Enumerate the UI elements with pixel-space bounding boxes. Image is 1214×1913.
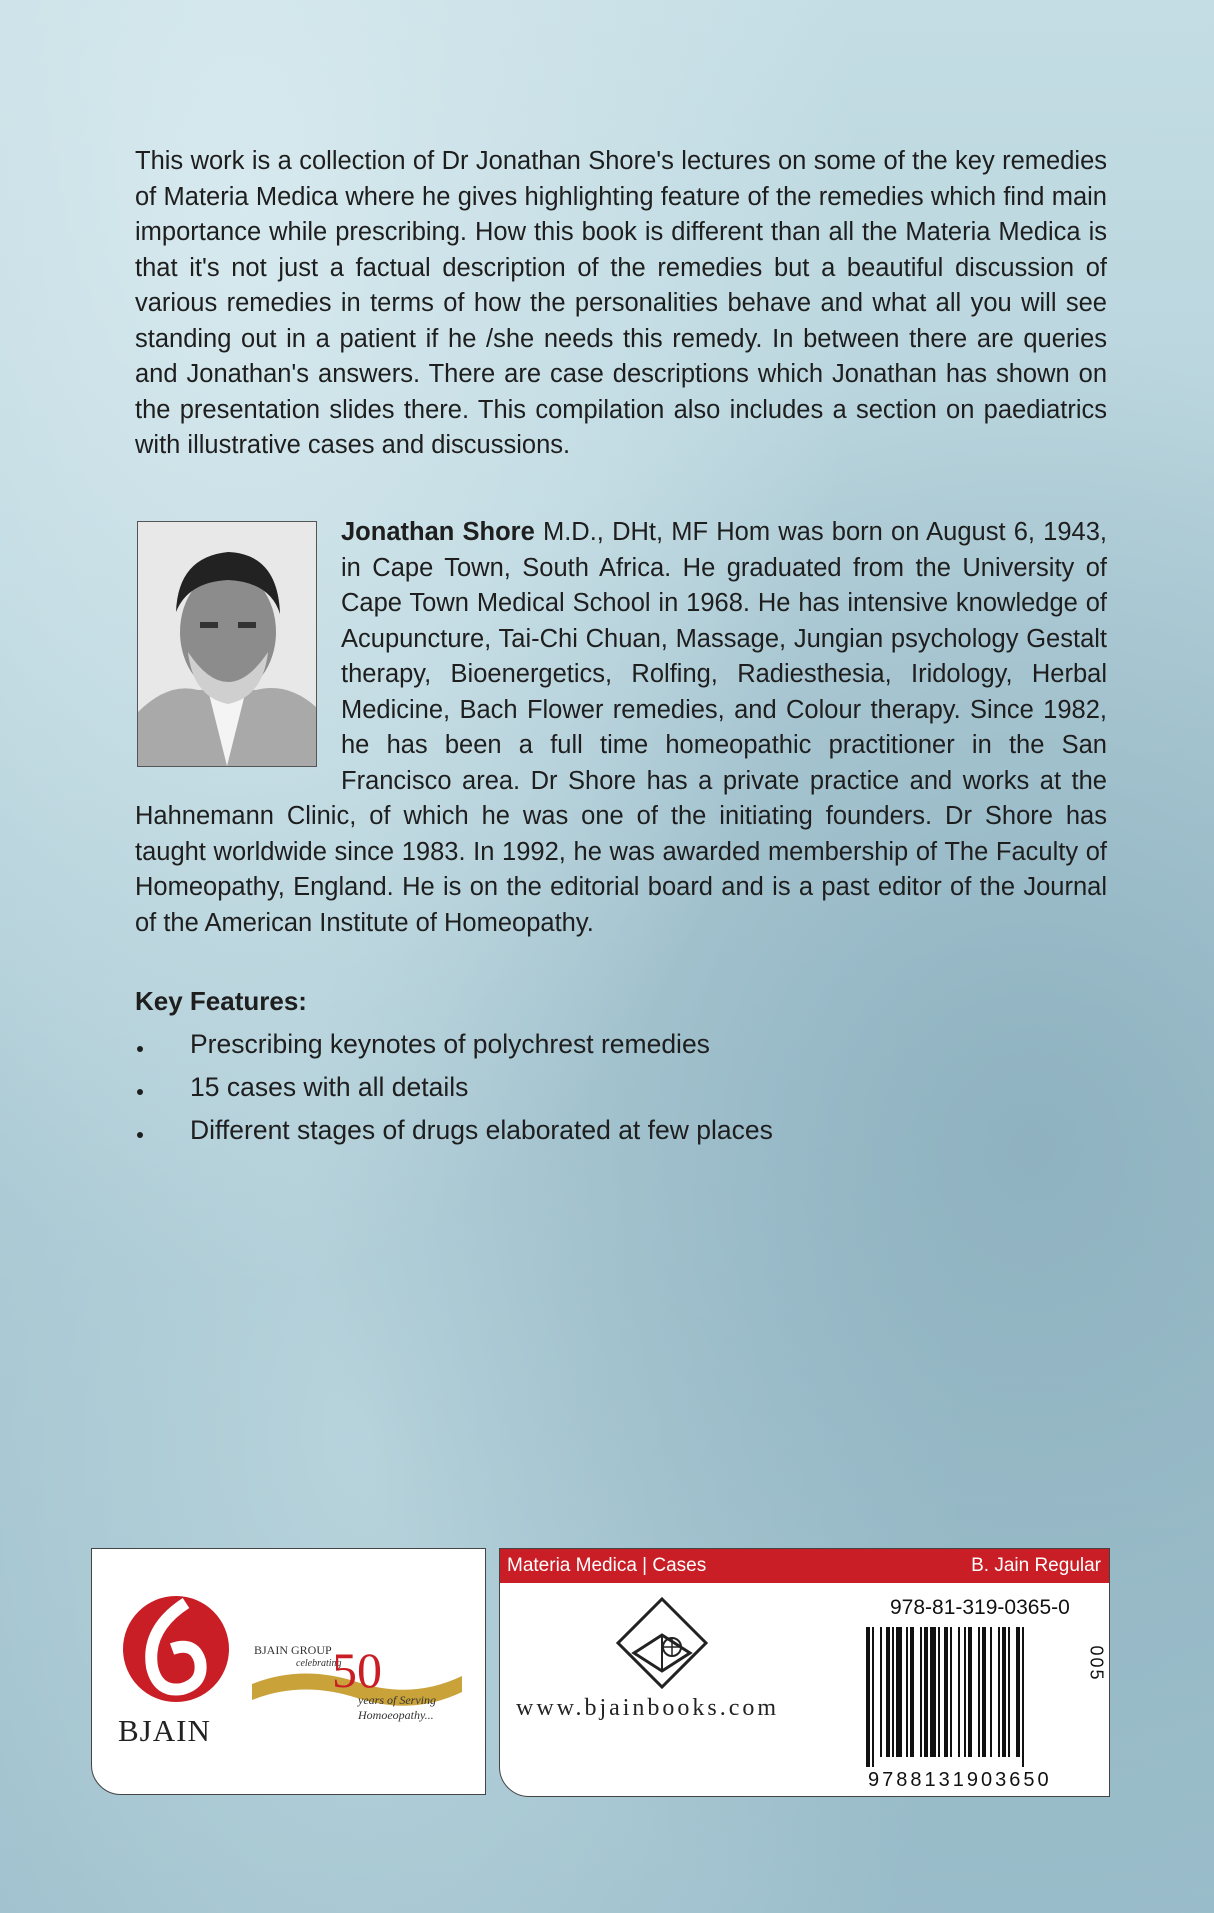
publisher-logo-panel <box>91 1548 486 1795</box>
list-item: Different stages of drugs elaborated at few places <box>135 1110 773 1153</box>
barcode-panel <box>499 1548 1110 1797</box>
book-globe-icon <box>614 1595 710 1691</box>
group-text: BJAIN GROUP celebrating <box>254 1643 342 1669</box>
price-code: 005 <box>1086 1645 1107 1682</box>
list-item: 15 cases with all details <box>135 1067 773 1110</box>
barcode-icon <box>866 1627 1070 1767</box>
category-bar <box>500 1549 1109 1583</box>
bullet-icon <box>137 1046 143 1052</box>
series-label: B. Jain Regular <box>971 1555 1101 1576</box>
isbn-number: 978-81-319-0365-0 <box>890 1596 1070 1619</box>
list-item: Prescribing keynotes of polychrest remedies <box>135 1024 773 1067</box>
category-label: Materia Medica | Cases <box>507 1555 707 1576</box>
bullet-icon <box>137 1089 143 1095</box>
bjain-logo-icon <box>116 1589 236 1709</box>
anniversary-text: years of Serving Homoeopathy... <box>358 1693 436 1722</box>
author-name: Jonathan Shore <box>341 518 535 546</box>
author-bio <box>135 515 1107 941</box>
barcode-number: 9788131903650 <box>868 1769 1052 1791</box>
author-photo <box>137 521 317 767</box>
key-features-title: Key Features: <box>135 986 307 1016</box>
book-description: This work is a collection of Dr Jonathan Shore's lectures on some of the key remedies of Materia Medica where he gives highlighting feature of the remedies which find main importance while prescribing. How this book is different than all the Materia Medica is that it's not just a factual description of the remedies but a beautiful discussion of various remedies in terms of how the personalities behave and what all you will see standing out in a patient if he /she needs this remedy. In between there are queries and Jonathan's answers. There are case descriptions which Jonathan has shown on the presentation slides there. This compilation also includes a section on paediatrics with illustrative cases and discussions. <box>135 147 1107 459</box>
website-link[interactable]: www.bjainbooks.com <box>516 1695 780 1721</box>
author-bio-text: M.D., DHt, MF Hom was born on August 6, 1943, in Cape Town, South Africa. He graduated from the University of Cape Town Medical School in 1968. He has intensive knowledge of Acupuncture, Tai-Chi Chuan, Massage, Jungian psychology Gestalt therapy, Bioenergetics, Rolfing, Radiesthesia, Iridology, Herbal Medicine, Bach Flower remedies, and Colour therapy. Since 1982, he has been a full time homeopathic practitioner in the San Francisco area. Dr Shore has a private practice and works at the Hahnemann Clinic, of which he was one of the initiating founders. Dr Shore has taught worldwide since 1983. In 1992, he was awarded membership of The Faculty of Homeopathy, England. He is on the editorial board and is a past editor of the Journal of the American Institute of Homeopathy. <box>135 518 1107 937</box>
bullet-icon <box>137 1132 143 1138</box>
key-features-list <box>135 1024 773 1153</box>
anniversary-number: 50 <box>332 1642 382 1698</box>
bjain-logo-text: BJAIN <box>118 1713 211 1748</box>
